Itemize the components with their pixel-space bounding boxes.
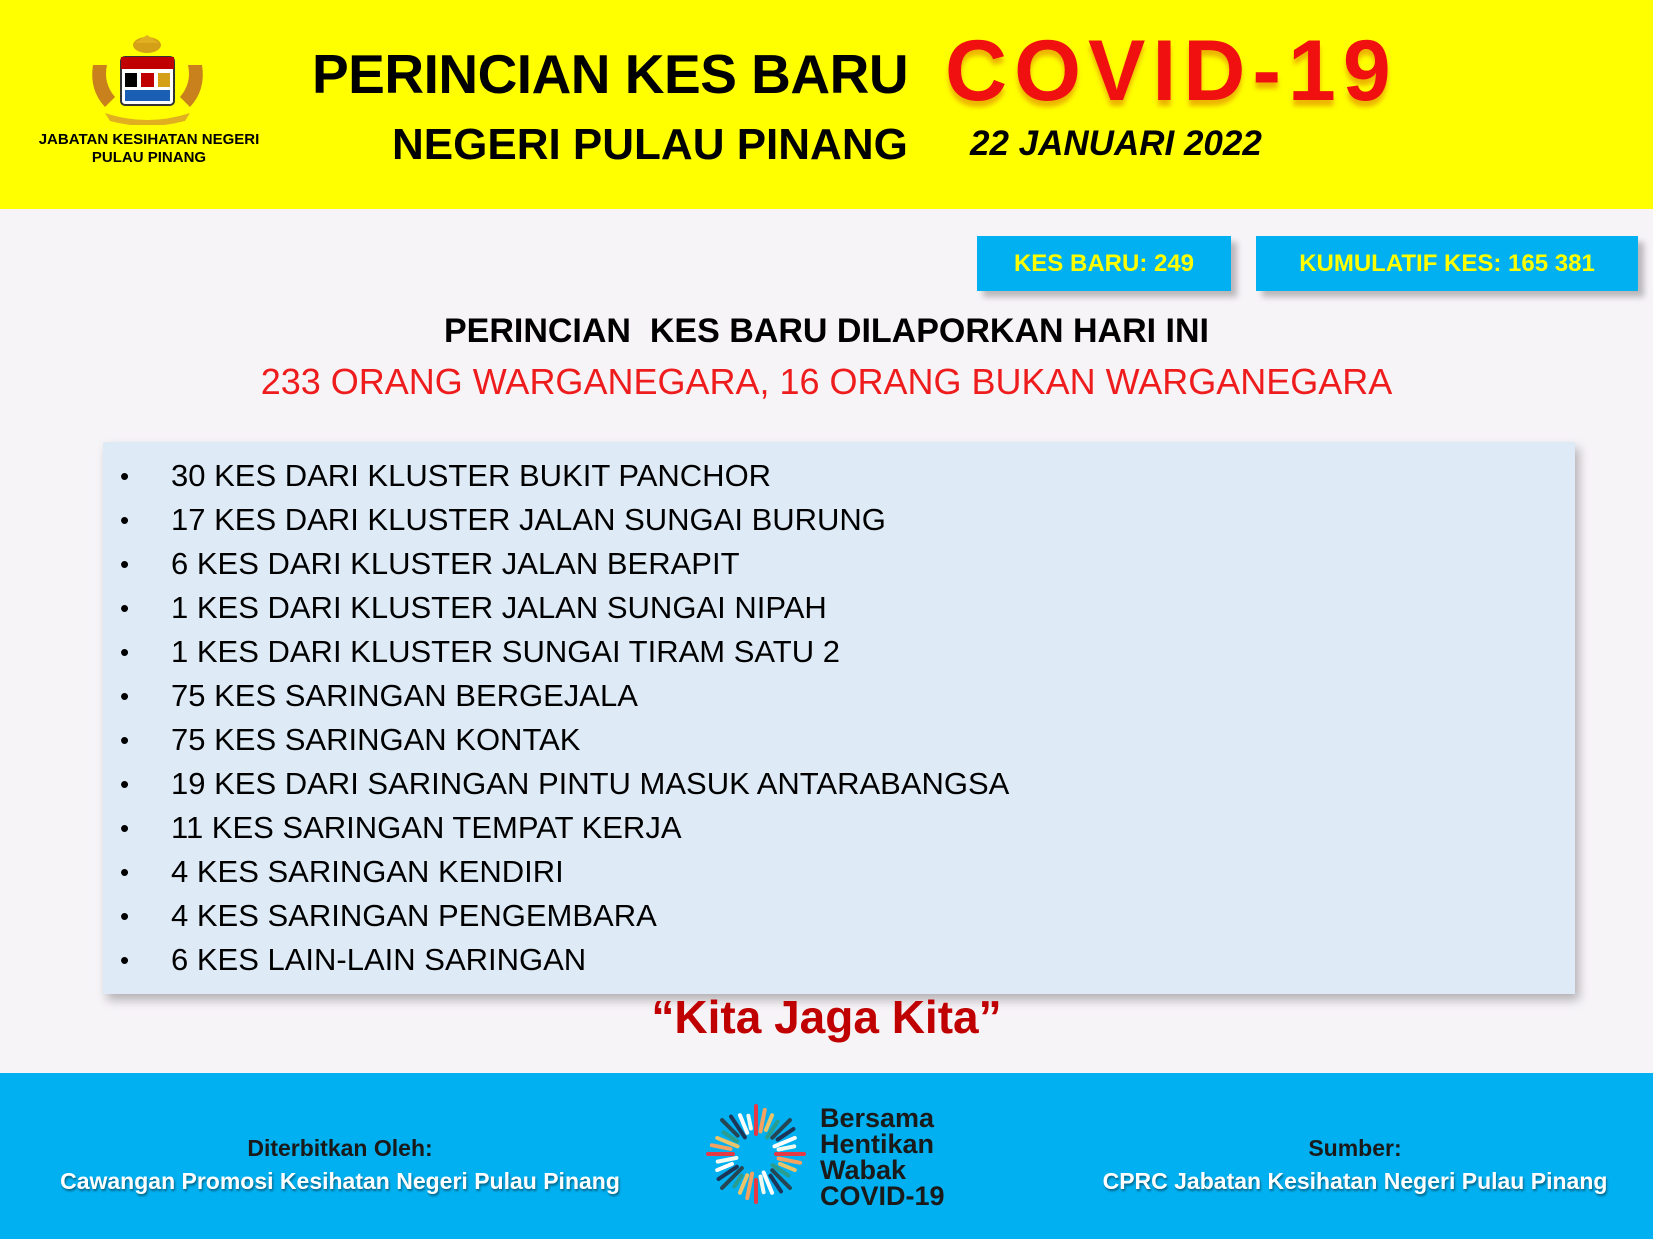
bullet-icon: • xyxy=(120,945,130,975)
case-details-list xyxy=(103,442,1575,982)
bullet-icon: • xyxy=(120,681,130,711)
page-title: PERINCIAN KES BARU xyxy=(312,43,909,105)
department-name: JABATAN KESIHATAN NEGERI PULAU PINANG xyxy=(38,131,260,166)
bullet-icon: • xyxy=(120,813,130,843)
bullet-icon: • xyxy=(120,549,130,579)
list-item: • 4 KES SARINGAN PENGEMBARA xyxy=(103,894,1575,938)
covid-title: COVID-19 xyxy=(945,23,1398,119)
source-label: Sumber: xyxy=(1308,1135,1402,1161)
campaign-logo-text: Bersama Hentikan Wabak COVID-19 xyxy=(820,1103,945,1211)
list-item: • 30 KES DARI KLUSTER BUKIT PANCHOR xyxy=(103,454,1575,498)
burst-stroke xyxy=(748,1116,751,1129)
list-item: • 6 KES DARI KLUSTER JALAN BERAPIT xyxy=(103,542,1575,586)
state-title: NEGERI PULAU PINANG xyxy=(392,120,908,169)
list-item: • 19 KES DARI SARINGAN PINTU MASUK ANTARABANGSA xyxy=(103,762,1575,806)
list-item: • 6 KES LAIN-LAIN SARINGAN xyxy=(103,938,1575,982)
list-item: • 11 KES SARINGAN TEMPAT KERJA xyxy=(103,806,1575,850)
summary-heading: PERINCIAN KES BARU DILAPORKAN HARI INI xyxy=(443,312,1210,350)
source-name: CPRC Jabatan Kesihatan Negeri Pulau Pinang xyxy=(1102,1168,1608,1194)
publisher-label: Diterbitkan Oleh: xyxy=(247,1135,433,1161)
summary-subheading: 233 ORANG WARGANEGARA, 16 ORANG BUKAN WARGANEGARA xyxy=(260,361,1393,402)
bullet-icon: • xyxy=(120,637,130,667)
case-details-panel xyxy=(103,442,1575,994)
campaign-burst-icon xyxy=(700,1098,812,1210)
burst-stroke xyxy=(779,1146,795,1149)
bullet-icon: • xyxy=(120,725,130,755)
burst-stroke xyxy=(760,1110,764,1132)
bullet-icon: • xyxy=(120,857,130,887)
slogan: “Kita Jaga Kita” xyxy=(651,991,1002,1043)
list-item: • 1 KES DARI KLUSTER JALAN SUNGAI NIPAH xyxy=(103,586,1575,630)
list-item: • 1 KES DARI KLUSTER SUNGAI TIRAM SATU 2 xyxy=(103,630,1575,674)
burst-stroke xyxy=(718,1158,737,1162)
burst-stroke xyxy=(760,1177,763,1193)
publisher-name: Cawangan Promosi Kesihatan Negeri Pulau Pinang xyxy=(60,1168,620,1194)
new-cases-badge: KES BARU: 249 xyxy=(977,236,1231,291)
list-item: • 75 KES SARINGAN BERGEJALA xyxy=(103,674,1575,718)
list-item: • 17 KES DARI KLUSTER JALAN SUNGAI BURUNG xyxy=(103,498,1575,542)
report-date: 22 JANUARI 2022 xyxy=(970,124,1262,163)
list-item: • 4 KES SARINGAN KENDIRI xyxy=(103,850,1575,894)
bullet-icon: • xyxy=(120,505,130,535)
cumulative-cases-badge: KUMULATIF KES: 165 381 xyxy=(1256,236,1638,291)
bullet-icon: • xyxy=(120,461,130,491)
bullet-icon: • xyxy=(120,769,130,799)
bullet-icon: • xyxy=(120,593,130,623)
list-item: • 75 KES SARINGAN KONTAK xyxy=(103,718,1575,762)
burst-stroke xyxy=(712,1145,731,1149)
bullet-icon: • xyxy=(120,901,130,931)
burst-stroke xyxy=(779,1158,801,1162)
header-banner xyxy=(0,0,1653,209)
state-crest-icon xyxy=(85,35,210,125)
